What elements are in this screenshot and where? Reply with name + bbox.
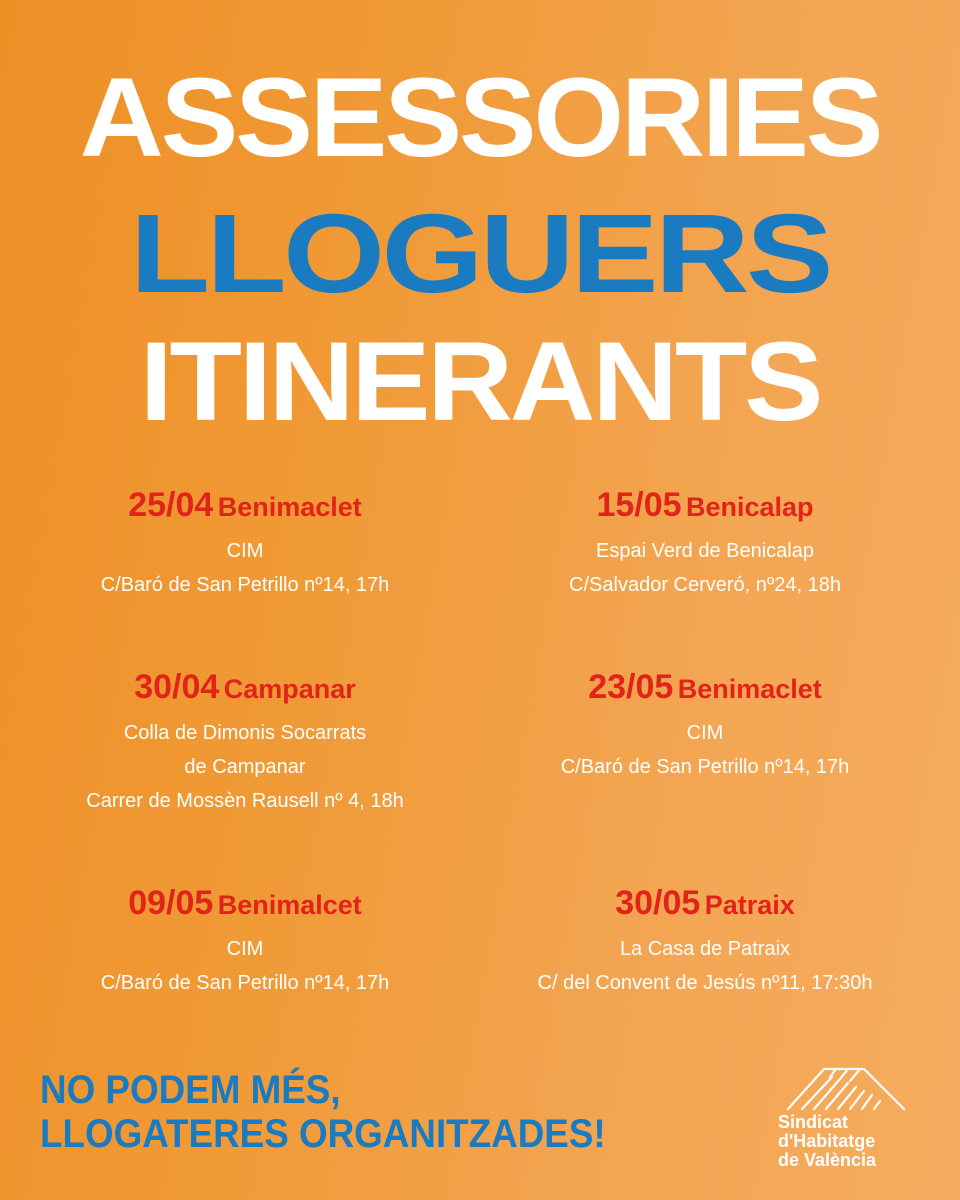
logo-line-1: Sindicat	[778, 1112, 849, 1132]
event-date: 30/05	[615, 884, 701, 922]
event-card	[465, 670, 945, 784]
sindicat-logo	[778, 1065, 918, 1175]
event-date: 15/05	[596, 486, 682, 524]
event-card	[5, 886, 485, 1000]
event-date: 30/04	[134, 668, 220, 706]
event-neighbourhood: Patraix	[704, 890, 795, 920]
event-address: C/Salvador Cerveró, nº24, 18h	[569, 574, 841, 596]
event-card	[5, 670, 485, 818]
event-address: C/Baró de San Petrillo nº14, 17h	[100, 972, 390, 994]
event-neighbourhood: Benimaclet	[677, 674, 822, 704]
event-neighbourhood: Campanar	[223, 674, 356, 704]
event-address: C/ del Convent de Jesús nº11, 17:30h	[537, 972, 873, 994]
event-date: 09/05	[128, 884, 214, 922]
event-address: C/Baró de San Petrillo nº14, 17h	[100, 574, 390, 596]
event-date: 23/05	[588, 668, 674, 706]
event-venue: CIM	[686, 722, 724, 744]
event-card	[465, 886, 945, 1000]
slogan-line-2: LLOGATERES ORGANITZADES!	[40, 1112, 606, 1156]
event-venue-continued: de Campanar	[184, 756, 306, 778]
event-heading	[465, 488, 945, 522]
event-card	[5, 488, 485, 602]
event-address: C/Baró de San Petrillo nº14, 17h	[560, 756, 850, 778]
event-address: Carrer de Mossèn Rausell nº 4, 18h	[86, 790, 404, 812]
event-heading	[5, 488, 485, 522]
logo-wordmark	[778, 1113, 876, 1170]
event-date: 25/04	[128, 486, 214, 524]
event-heading	[465, 886, 945, 920]
title-line-lloguers: LLOGUERS	[130, 191, 830, 316]
event-heading	[5, 886, 485, 920]
event-venue: CIM	[226, 540, 264, 562]
event-venue: CIM	[226, 938, 264, 960]
roof-lines-icon	[784, 1065, 912, 1111]
title-line-itinerants: ITINERANTS	[139, 319, 821, 444]
event-card	[465, 488, 945, 602]
event-venue: La Casa de Patraix	[619, 938, 791, 960]
event-heading	[465, 670, 945, 704]
event-neighbourhood: Benicalap	[685, 492, 814, 522]
title-line-assessories: ASSESSORIES	[79, 55, 881, 180]
event-neighbourhood: Benimalcet	[217, 890, 362, 920]
slogan	[40, 1068, 606, 1156]
event-venue: Colla de Dimonis Socarrats	[123, 722, 367, 744]
event-venue: Espai Verd de Benicalap	[596, 540, 814, 562]
logo-line-3: de València	[778, 1150, 877, 1170]
logo-line-2: d'Habitatge	[778, 1131, 876, 1151]
event-heading	[5, 670, 485, 704]
slogan-line-1: NO PODEM MÉS,	[40, 1068, 341, 1112]
event-neighbourhood: Benimaclet	[217, 492, 362, 522]
